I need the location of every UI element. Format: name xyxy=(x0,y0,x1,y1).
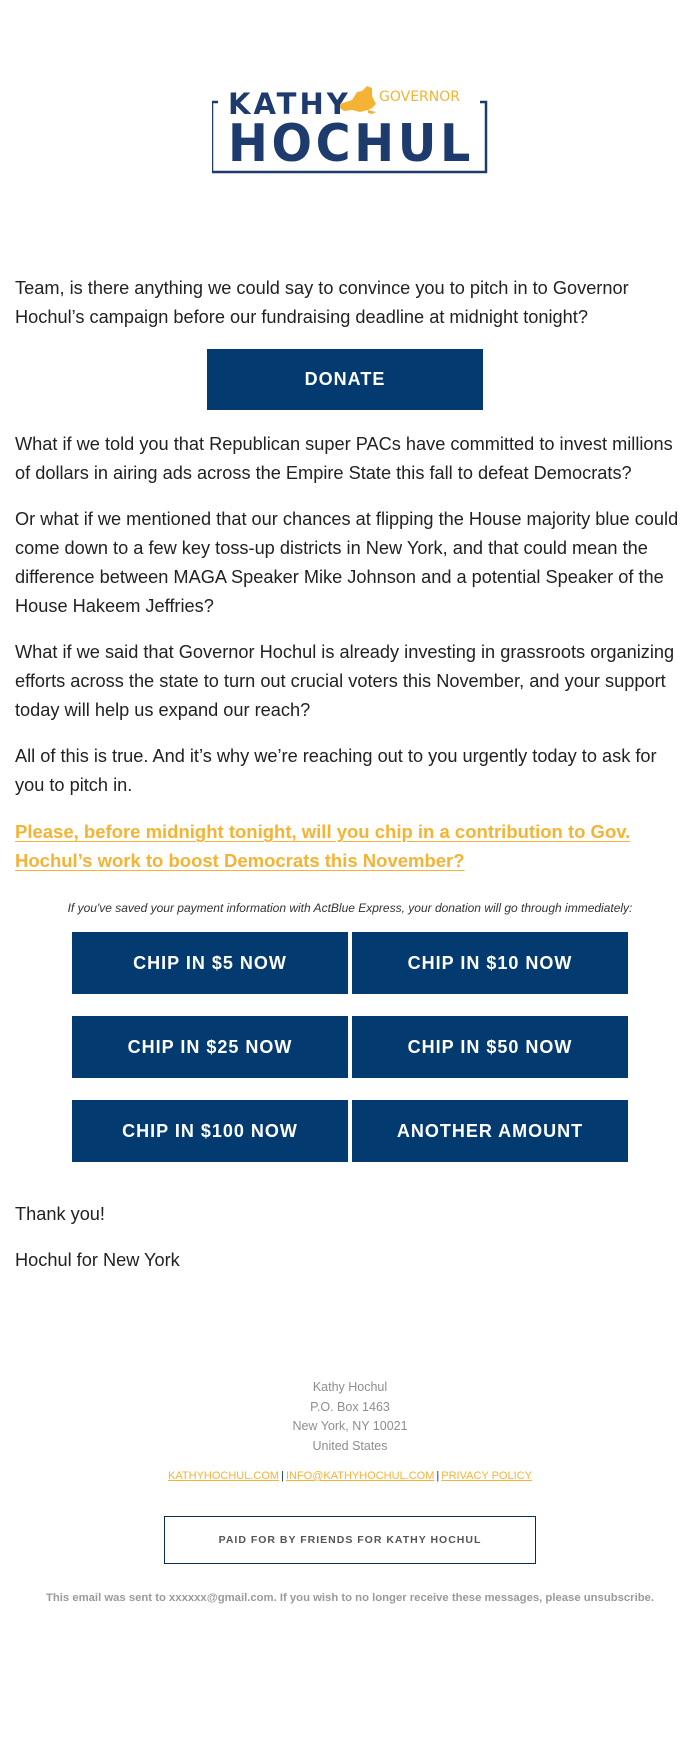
body-paragraph: All of this is true. And it’s why we’re reaching out to you urgently today to ask for you to pitch in. xyxy=(15,746,657,795)
logo-graphic xyxy=(212,86,488,176)
email-link[interactable]: INFO@KATHYHOCHUL.COM xyxy=(285,1470,435,1482)
privacy-policy-link[interactable]: PRIVACY POLICY xyxy=(441,1470,532,1482)
chip-in-button-grid xyxy=(72,932,628,1162)
signoff xyxy=(15,1200,180,1292)
intro-paragraph: Team, is there anything we could say to convince you to pitch in to Governor Hochul’s campaign before our fundraising deadline at midnight tonight? xyxy=(15,278,629,327)
logo-tag: GOVERNOR xyxy=(379,89,460,105)
donate-button[interactable]: DONATE xyxy=(207,349,483,410)
actblue-express-note: If you've saved your payment information with ActBlue Express, your donation will go through immediately: xyxy=(67,901,633,915)
logo-line2: HOCHUL xyxy=(228,114,474,174)
link-separator: | xyxy=(281,1470,284,1482)
chip-in-10-button[interactable]: CHIP IN $10 NOW xyxy=(352,932,628,994)
link-separator: | xyxy=(436,1470,440,1482)
address-line: United States xyxy=(312,1438,388,1453)
logo-line1: KATHY xyxy=(228,87,351,121)
campaign-logo xyxy=(212,86,488,176)
paid-for-disclaimer xyxy=(164,1516,536,1564)
website-link[interactable]: KATHYHOCHUL.COM xyxy=(168,1470,280,1482)
another-amount-button[interactable]: ANOTHER AMOUNT xyxy=(352,1100,628,1162)
unsubscribe-notice[interactable]: This email was sent to xxxxxx@gmail.com. If you wish to no longer receive these messages, please unsubscribe. xyxy=(45,1592,655,1604)
email-body xyxy=(15,274,690,915)
body-paragraph: What if we said that Governor Hochul is already investing in grassroots organizing efforts across the state to turn out crucial voters this November, and your support today will help us expand our reach? xyxy=(15,642,675,720)
donate-wrap xyxy=(15,349,690,410)
body-paragraph: What if we told you that Republican super PACs have committed to invest millions of dollars in airing ads across the Empire State this fall to defeat Democrats? xyxy=(15,434,673,483)
paid-for-text: PAID FOR BY FRIENDS FOR KATHY HOCHUL xyxy=(218,1534,482,1546)
chip-in-50-button[interactable]: CHIP IN $50 NOW xyxy=(352,1016,628,1078)
footer-links xyxy=(0,1470,700,1482)
address-line: Kathy Hochul xyxy=(312,1380,388,1394)
chip-in-100-button[interactable]: CHIP IN $100 NOW xyxy=(72,1100,348,1162)
thanks-text: Thank you! xyxy=(15,1204,105,1224)
address-line: P.O. Box 1463 xyxy=(310,1399,390,1414)
signature-text: Hochul for New York xyxy=(15,1250,180,1270)
body-paragraph: Or what if we mentioned that our chances at flipping the House majority blue could come down to a few key toss-up districts in New York, and that could mean the difference between MAGA Speaker Mike Johnson and a potential Speaker of the House Hakeem Jeffries? xyxy=(15,509,679,616)
footer-address xyxy=(0,1378,700,1456)
chip-in-5-button[interactable]: CHIP IN $5 NOW xyxy=(72,932,348,994)
contribution-cta-link[interactable]: Please, before midnight tonight, will you chip in a contribution to Gov. Hochul’s work to boost Democrats this November? xyxy=(15,821,631,871)
chip-in-25-button[interactable]: CHIP IN $25 NOW xyxy=(72,1016,348,1078)
address-line: New York, NY 10021 xyxy=(292,1419,408,1433)
